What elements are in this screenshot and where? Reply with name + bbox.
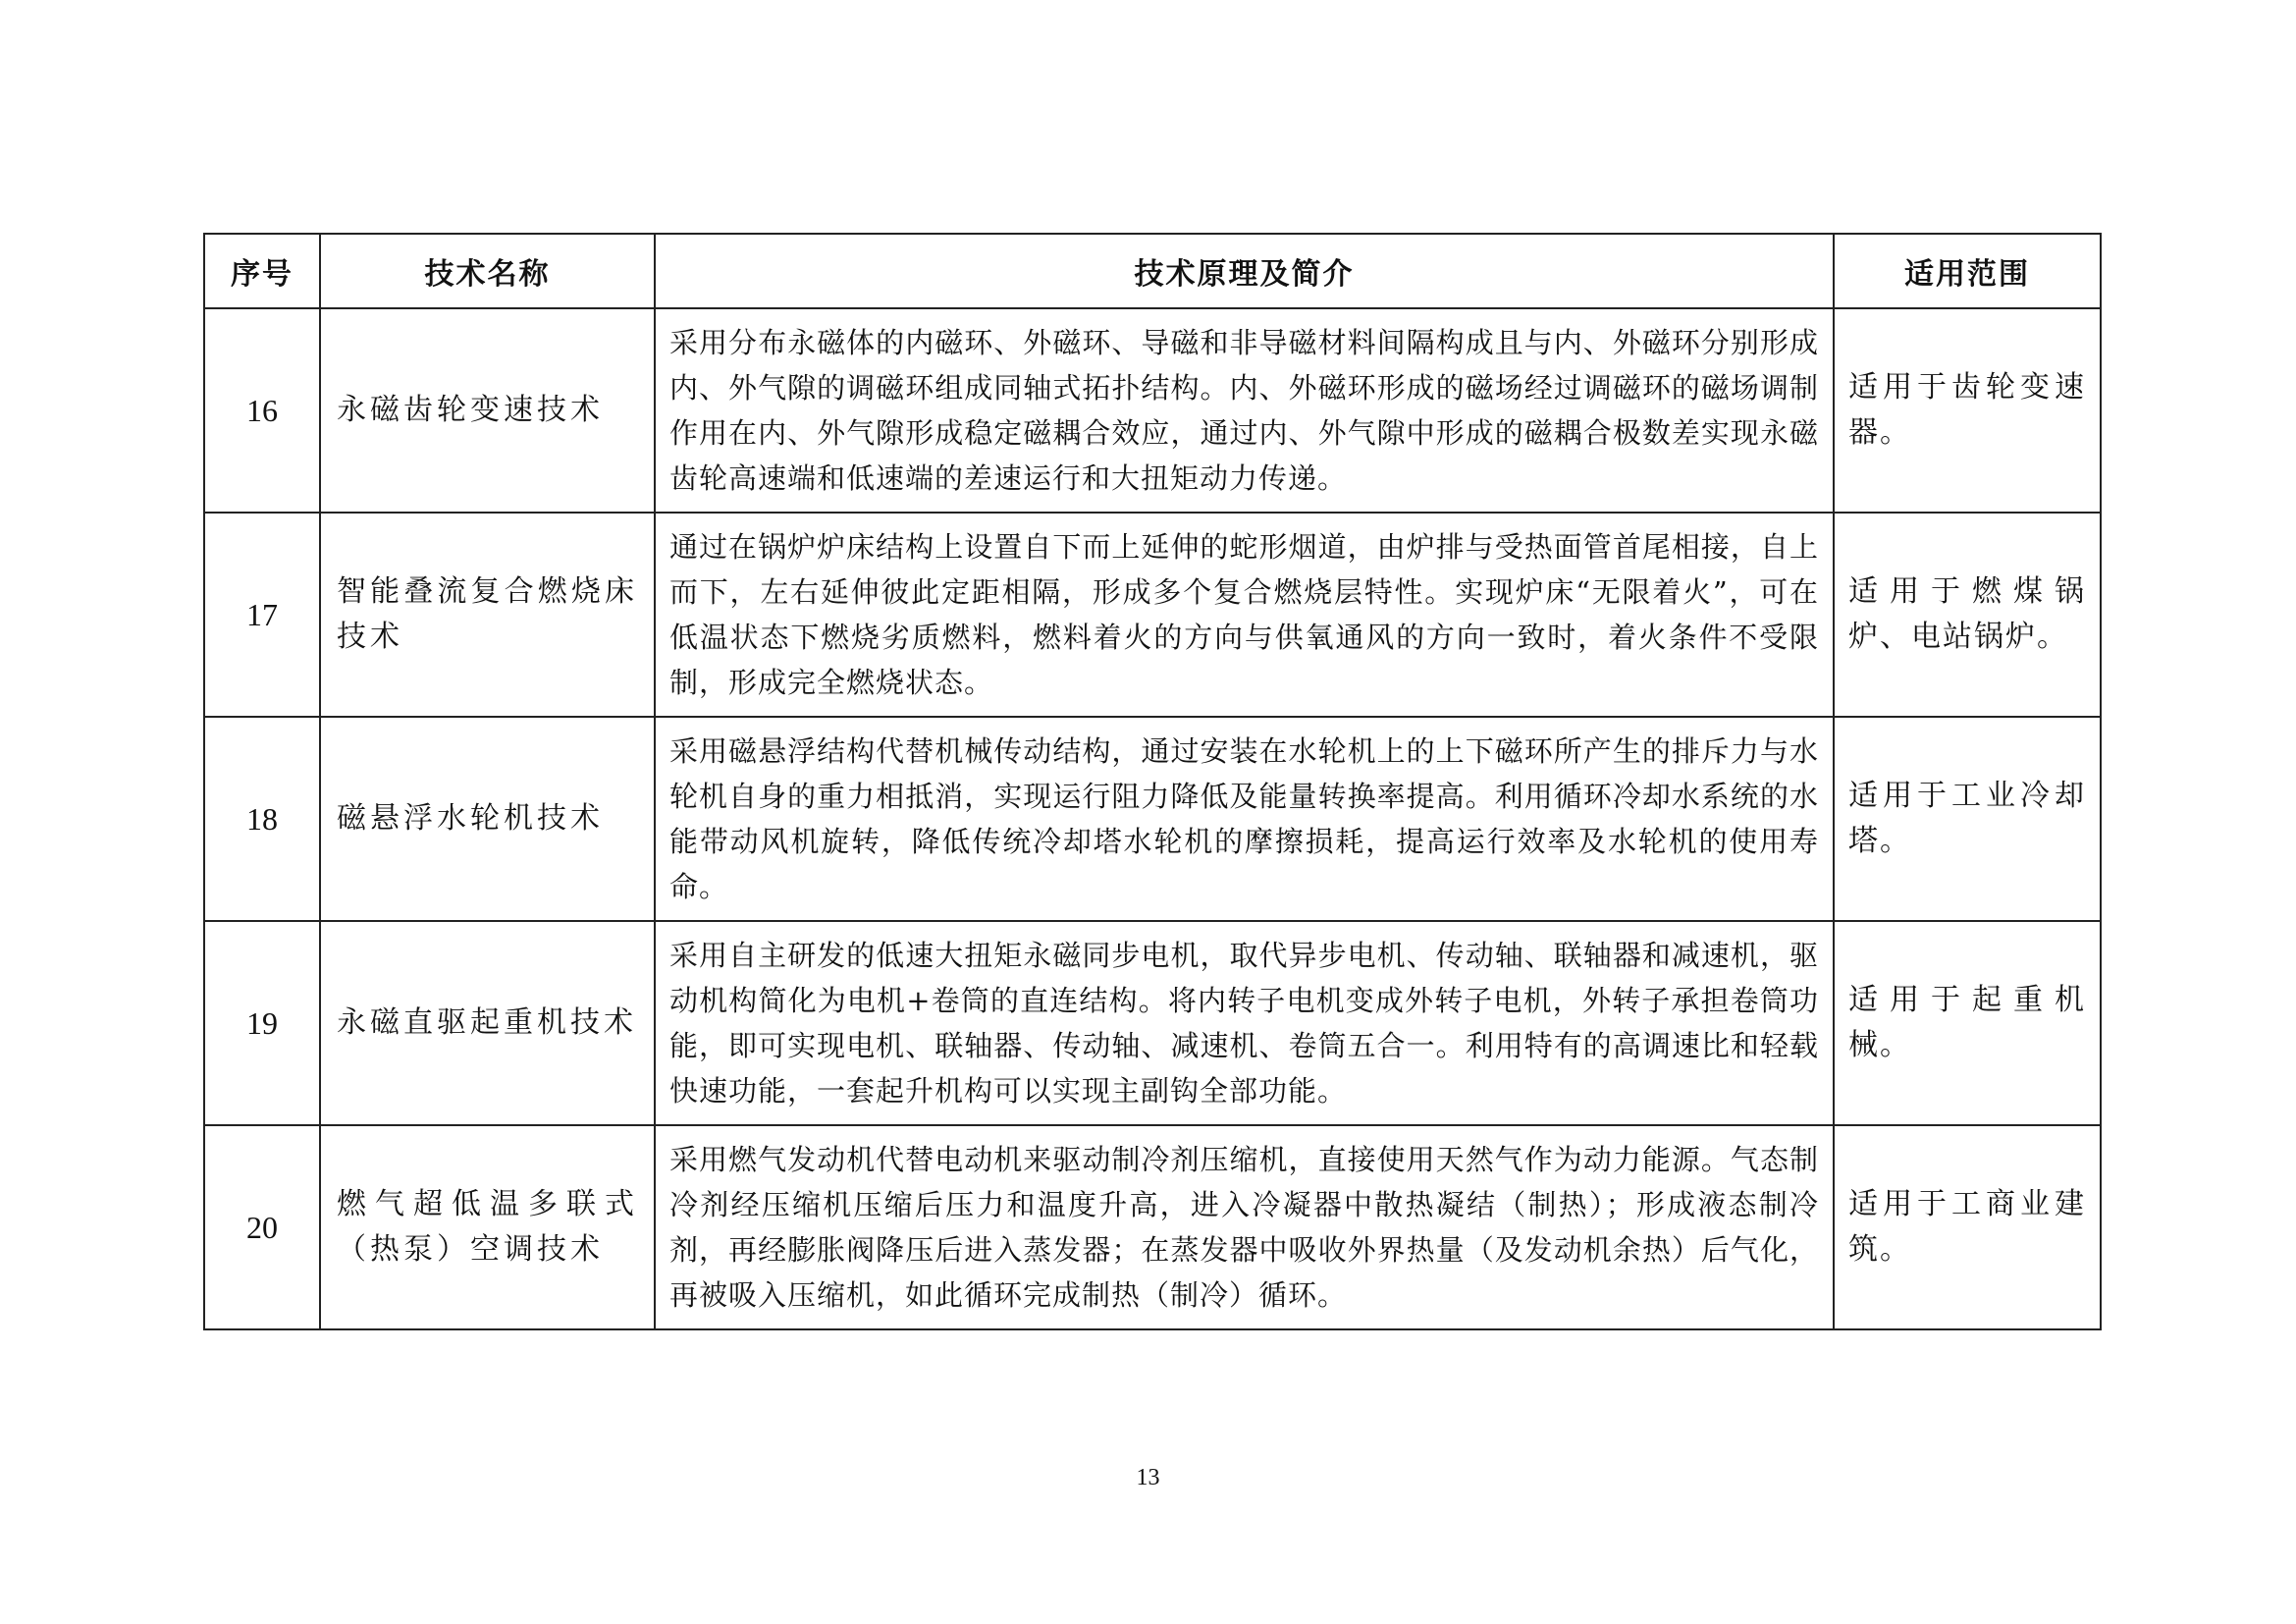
header-scope: 适用范围 <box>1834 234 2101 308</box>
application-scope: 适用于燃煤锅炉、电站锅炉。 <box>1834 513 2101 717</box>
row-number: 20 <box>204 1125 320 1329</box>
application-scope: 适用于齿轮变速器。 <box>1834 308 2101 513</box>
table-row <box>204 513 2101 717</box>
header-no: 序号 <box>204 234 320 308</box>
technology-description: 采用自主研发的低速大扭矩永磁同步电机，取代异步电机、传动轴、联轴器和减速机，驱动机构简化为电机+卷筒的直连结构。将内转子电机变成外转子电机，外转子承担卷筒功能，即可实现电机、联轴器、传动轴、减速机、卷筒五合一。利用特有的高调速比和轻载快速功能，一套起升机构可以实现主副钩全部功能。 <box>655 921 1834 1125</box>
technology-description: 采用燃气发动机代替电动机来驱动制冷剂压缩机，直接使用天然气作为动力能源。气态制冷剂经压缩机压缩后压力和温度升高，进入冷凝器中散热凝结（制热）；形成液态制冷剂，再经膨胀阀降压后进入蒸发器；在蒸发器中吸收外界热量（及发动机余热）后气化，再被吸入压缩机，如此循环完成制热（制冷）循环。 <box>655 1125 1834 1329</box>
technology-name: 燃气超低温多联式（热泵）空调技术 <box>320 1125 655 1329</box>
technology-name: 智能叠流复合燃烧床技术 <box>320 513 655 717</box>
row-number: 16 <box>204 308 320 513</box>
row-number: 17 <box>204 513 320 717</box>
header-desc: 技术原理及简介 <box>655 234 1834 308</box>
technology-table <box>203 233 2102 1330</box>
application-scope: 适用于工商业建筑。 <box>1834 1125 2101 1329</box>
table-row <box>204 717 2101 921</box>
page-number: 13 <box>1136 1465 1160 1490</box>
technology-description: 采用分布永磁体的内磁环、外磁环、导磁和非导磁材料间隔构成且与内、外磁环分别形成内、外气隙的调磁环组成同轴式拓扑结构。内、外磁环形成的磁场经过调磁环的磁场调制作用在内、外气隙形成稳定磁耦合效应，通过内、外气隙中形成的磁耦合极数差实现永磁齿轮高速端和低速端的差速运行和大扭矩动力传递。 <box>655 308 1834 513</box>
row-number: 18 <box>204 717 320 921</box>
table-row <box>204 308 2101 513</box>
table-row <box>204 921 2101 1125</box>
technology-name: 永磁齿轮变速技术 <box>320 308 655 513</box>
application-scope: 适用于工业冷却塔。 <box>1834 717 2101 921</box>
technology-description: 通过在锅炉炉床结构上设置自下而上延伸的蛇形烟道，由炉排与受热面管首尾相接，自上而下，左右延伸彼此定距相隔，形成多个复合燃烧层特性。实现炉床“无限着火”，可在低温状态下燃烧劣质燃料，燃料着火的方向与供氧通风的方向一致时，着火条件不受限制，形成完全燃烧状态。 <box>655 513 1834 717</box>
technology-name: 永磁直驱起重机技术 <box>320 921 655 1125</box>
row-number: 19 <box>204 921 320 1125</box>
table-header-row <box>204 234 2101 308</box>
technology-description: 采用磁悬浮结构代替机械传动结构，通过安装在水轮机上的上下磁环所产生的排斥力与水轮机自身的重力相抵消，实现运行阻力降低及能量转换率提高。利用循环冷却水系统的水能带动风机旋转，降低传统冷却塔水轮机的摩擦损耗，提高运行效率及水轮机的使用寿命。 <box>655 717 1834 921</box>
header-name: 技术名称 <box>320 234 655 308</box>
table-row <box>204 1125 2101 1329</box>
technology-name: 磁悬浮水轮机技术 <box>320 717 655 921</box>
application-scope: 适用于起重机械。 <box>1834 921 2101 1125</box>
